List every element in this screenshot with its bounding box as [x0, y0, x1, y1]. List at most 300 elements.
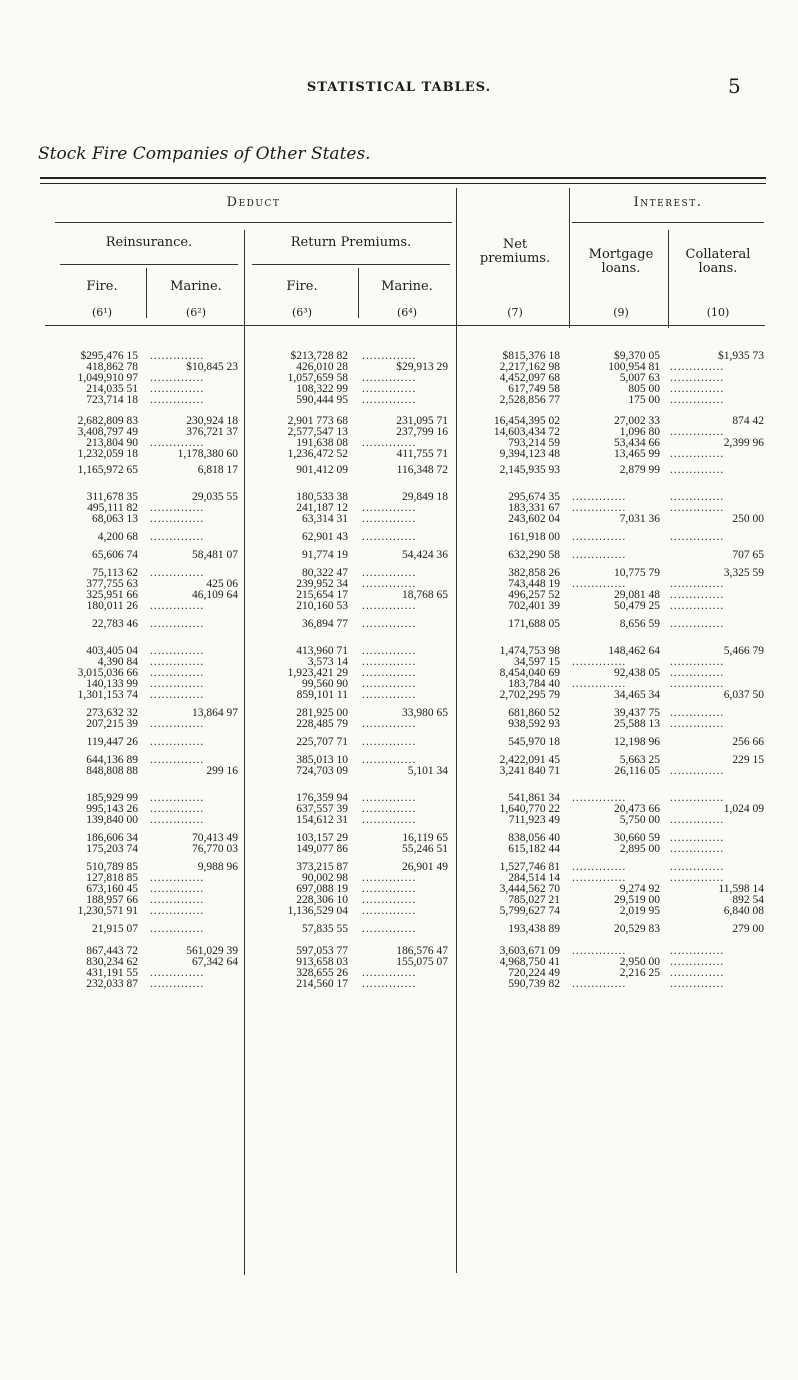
- table-cell: ..............: [670, 765, 725, 777]
- column-divider: [146, 268, 147, 318]
- table-cell: 2,950 00: [619, 956, 660, 968]
- table-cell: 149,077 86: [296, 843, 348, 855]
- table-cell: 644,136 89: [86, 754, 138, 766]
- table-cell: 33,980 65: [402, 707, 448, 719]
- table-cell: ..............: [362, 894, 417, 906]
- table-cell: ..............: [150, 883, 205, 895]
- table-row: [0, 394, 798, 406]
- table-cell: 2,528,856 77: [499, 394, 560, 406]
- table-cell: 901,412 09: [296, 464, 348, 476]
- table-cell: 29,081 48: [614, 589, 660, 601]
- table-cell: ..............: [362, 350, 417, 362]
- table-cell: ..............: [362, 667, 417, 679]
- table-cell: 116,348 72: [396, 464, 448, 476]
- table-cell: ..............: [362, 689, 417, 701]
- header-collateral-loans: Collateral loans.: [685, 247, 751, 276]
- table-cell: ..............: [150, 872, 205, 884]
- table-cell: 724,703 09: [296, 765, 348, 777]
- table-cell: 2,216 25: [619, 967, 660, 979]
- table-cell: 171,688 05: [508, 618, 560, 630]
- table-cell: 161,918 00: [508, 531, 560, 543]
- table-cell: ..............: [362, 792, 417, 804]
- table-cell: 1,236,472 52: [287, 448, 348, 460]
- table-cell: ..............: [572, 861, 627, 873]
- table-cell: 1,178,380 60: [177, 448, 238, 460]
- table-cell: $1,935 73: [718, 350, 764, 362]
- table-cell: $9,370 05: [614, 350, 660, 362]
- table-cell: 4,968,750 41: [499, 956, 560, 968]
- table-cell: 70,413 49: [192, 832, 238, 844]
- table-cell: 20,529 83: [614, 923, 660, 935]
- table-cell: ..............: [362, 645, 417, 657]
- table-cell: 411,755 71: [396, 448, 448, 460]
- table-row: [0, 689, 798, 701]
- table-cell: ..............: [572, 578, 627, 590]
- table-cell: 373,215 87: [296, 861, 348, 873]
- table-cell: 5,663 25: [619, 754, 660, 766]
- table-cell: 62,901 43: [302, 531, 348, 543]
- table-cell: 243,602 04: [508, 513, 560, 525]
- table-cell: 225,707 71: [296, 736, 348, 748]
- table-cell: ..............: [362, 905, 417, 917]
- table-cell: 913,658 03: [296, 956, 348, 968]
- table-cell: 14,603,434 72: [493, 426, 560, 438]
- table-cell: ..............: [670, 600, 725, 612]
- table-cell: 91,774 19: [302, 549, 348, 561]
- table-row: [0, 448, 798, 460]
- table-cell: 2,399 96: [723, 437, 764, 449]
- table-cell: ..............: [572, 656, 627, 668]
- table-cell: $213,728 82: [290, 350, 348, 362]
- table-cell: 22,783 46: [92, 618, 138, 630]
- table-cell: 65,606 74: [92, 549, 138, 561]
- table-cell: 723,714 18: [86, 394, 138, 406]
- table-row: [0, 600, 798, 612]
- table-cell: 229 15: [732, 754, 764, 766]
- table-cell: 1,165,972 65: [77, 464, 138, 476]
- table-cell: 2,879 99: [619, 464, 660, 476]
- table-cell: 3,241 840 71: [499, 765, 560, 777]
- table-cell: 103,157 29: [296, 832, 348, 844]
- table-cell: 250 00: [732, 513, 764, 525]
- table-cell: ..............: [150, 667, 205, 679]
- header-reinsurance-fire: Fire.: [86, 279, 118, 294]
- table-cell: 830,234 62: [86, 956, 138, 968]
- table-cell: 3,408,797 49: [77, 426, 138, 438]
- table-cell: 155,075 07: [396, 956, 448, 968]
- table-cell: 413,960 71: [296, 645, 348, 657]
- table-cell: 1,474,753 98: [499, 645, 560, 657]
- table-cell: 63,314 31: [302, 513, 348, 525]
- table-cell: 1,049,910 97: [77, 372, 138, 384]
- table-cell: ..............: [150, 437, 205, 449]
- table-cell: 4,452,097 68: [499, 372, 560, 384]
- table-cell: ..............: [670, 956, 725, 968]
- top-double-rule: [40, 177, 766, 184]
- table-cell: ..............: [362, 600, 417, 612]
- table-cell: 36,894 77: [302, 618, 348, 630]
- column-number: (9): [613, 306, 629, 319]
- table-cell: 273,632 32: [86, 707, 138, 719]
- table-cell: 311,678 35: [86, 491, 138, 503]
- table-cell: 403,405 04: [86, 645, 138, 657]
- table-cell: 241,187 12: [296, 502, 348, 514]
- table-cell: ..............: [670, 618, 725, 630]
- table-cell: 4,200 68: [97, 531, 138, 543]
- table-cell: 186,606 34: [86, 832, 138, 844]
- table-cell: 127,818 85: [86, 872, 138, 884]
- table-cell: 215,654 17: [296, 589, 348, 601]
- table-cell: ..............: [670, 656, 725, 668]
- table-cell: 228,485 79: [296, 718, 348, 730]
- table-cell: 53,434 66: [614, 437, 660, 449]
- table-cell: 11,598 14: [718, 883, 764, 895]
- table-cell: 108,322 99: [296, 383, 348, 395]
- table-row: [0, 549, 798, 561]
- table-cell: 29,035 55: [192, 491, 238, 503]
- table-cell: ..............: [670, 978, 725, 990]
- table-cell: 382,858 26: [508, 567, 560, 579]
- table-cell: 175,203 74: [86, 843, 138, 855]
- table-row: [0, 618, 798, 630]
- table-cell: 711,923 49: [508, 814, 560, 826]
- table-cell: ..............: [670, 578, 725, 590]
- table-cell: 75,113 62: [92, 567, 138, 579]
- table-cell: 2,217,162 98: [499, 361, 560, 373]
- table-cell: $295,476 15: [80, 350, 138, 362]
- table-cell: 231,095 71: [396, 415, 448, 427]
- table-cell: ..............: [670, 667, 725, 679]
- table-cell: 2,895 00: [619, 843, 660, 855]
- table-cell: 213,804 90: [86, 437, 138, 449]
- table-cell: ..............: [362, 923, 417, 935]
- table-cell: 68,063 13: [92, 513, 138, 525]
- table-cell: ..............: [670, 531, 725, 543]
- table-cell: 838,056 40: [508, 832, 560, 844]
- table-cell: 139,840 00: [86, 814, 138, 826]
- table-cell: 328,655 26: [296, 967, 348, 979]
- table-cell: ..............: [362, 978, 417, 990]
- table-cell: 284,514 14: [508, 872, 560, 884]
- table-cell: 8,656 59: [619, 618, 660, 630]
- table-cell: ..............: [670, 383, 725, 395]
- table-cell: 1,230,571 91: [77, 905, 138, 917]
- table-cell: 16,454,395 02: [493, 415, 560, 427]
- table-cell: 180,533 38: [296, 491, 348, 503]
- table-cell: $10,845 23: [186, 361, 238, 373]
- table-cell: ..............: [572, 549, 627, 561]
- header-return-premiums: Return Premiums.: [290, 235, 412, 250]
- table-cell: 214,560 17: [296, 978, 348, 990]
- column-number: (6¹): [92, 306, 112, 319]
- table-cell: ..............: [150, 383, 205, 395]
- table-cell: ..............: [150, 513, 205, 525]
- table-cell: 5,007 63: [619, 372, 660, 384]
- table-cell: 186,576 47: [396, 945, 448, 957]
- reinsurance-underline: [60, 264, 238, 265]
- table-cell: 793,214 59: [508, 437, 560, 449]
- table-cell: 1,923,421 29: [287, 667, 348, 679]
- table-cell: ..............: [362, 437, 417, 449]
- table-cell: ..............: [670, 502, 725, 514]
- table-cell: 185,929 99: [86, 792, 138, 804]
- table-cell: 3,603,671 09: [499, 945, 560, 957]
- table-cell: 425 06: [206, 578, 238, 590]
- table-cell: ..............: [670, 792, 725, 804]
- table-cell: 2,901 773 68: [287, 415, 348, 427]
- table-cell: 707 65: [732, 549, 764, 561]
- table-cell: ..............: [670, 589, 725, 601]
- column-divider: [358, 268, 359, 318]
- table-cell: ..............: [150, 792, 205, 804]
- table-cell: 20,473 66: [614, 803, 660, 815]
- table-cell: 230,924 18: [186, 415, 238, 427]
- table-cell: 193,438 89: [508, 923, 560, 935]
- table-cell: 228,306 10: [296, 894, 348, 906]
- table-cell: ..............: [362, 513, 417, 525]
- table-cell: 1,640,770 22: [499, 803, 560, 815]
- table-cell: 232,033 87: [86, 978, 138, 990]
- table-cell: 299 16: [206, 765, 238, 777]
- table-cell: 58,481 07: [192, 549, 238, 561]
- table-cell: ..............: [150, 978, 205, 990]
- table-cell: ..............: [670, 718, 725, 730]
- table-cell: 495,111 82: [87, 502, 138, 514]
- table-cell: 188,957 66: [86, 894, 138, 906]
- table-cell: 214,035 51: [86, 383, 138, 395]
- table-cell: 590,444 95: [296, 394, 348, 406]
- table-cell: 859,101 11: [296, 689, 348, 701]
- table-cell: 681,860 52: [508, 707, 560, 719]
- table-cell: 54,424 36: [402, 549, 448, 561]
- table-row: [0, 923, 798, 935]
- table-cell: ..............: [362, 383, 417, 395]
- table-cell: 6,037 50: [723, 689, 764, 701]
- table-cell: 34,465 34: [614, 689, 660, 701]
- table-cell: 50,479 25: [614, 600, 660, 612]
- table-cell: ..............: [670, 832, 725, 844]
- table-cell: 2,702,295 79: [499, 689, 560, 701]
- table-cell: 1,232,059 18: [77, 448, 138, 460]
- table-cell: 180,011 26: [86, 600, 138, 612]
- table-cell: 34,597 15: [514, 656, 560, 668]
- table-cell: ..............: [572, 531, 627, 543]
- table-row: [0, 905, 798, 917]
- table-cell: ..............: [150, 967, 205, 979]
- table-cell: 176,359 94: [296, 792, 348, 804]
- table-cell: 2,145,935 93: [499, 464, 560, 476]
- table-cell: 80,322 47: [302, 567, 348, 579]
- table-cell: 2,682,809 83: [77, 415, 138, 427]
- table-cell: ..............: [362, 567, 417, 579]
- table-cell: 496,257 52: [508, 589, 560, 601]
- table-cell: ..............: [362, 718, 417, 730]
- header-net-premiums: Net premiums.: [479, 237, 551, 266]
- table-cell: 148,462 64: [608, 645, 660, 657]
- table-cell: ..............: [362, 883, 417, 895]
- table-row: [0, 843, 798, 855]
- table-cell: ..............: [150, 923, 205, 935]
- table-cell: 3,444,562 70: [499, 883, 560, 895]
- table-cell: ..............: [150, 678, 205, 690]
- header-mortgage-loans: Mortgage loans.: [588, 247, 654, 276]
- table-cell: 632,290 58: [508, 549, 560, 561]
- table-cell: 325,951 66: [86, 589, 138, 601]
- table-cell: ..............: [362, 814, 417, 826]
- column-number: (10): [706, 306, 730, 319]
- table-cell: 2,019 95: [619, 905, 660, 917]
- table-cell: ..............: [670, 678, 725, 690]
- table-cell: ..............: [150, 754, 205, 766]
- header-bottom-rule: [45, 325, 765, 326]
- table-cell: 140,133 99: [86, 678, 138, 690]
- table-cell: ..............: [670, 945, 725, 957]
- table-cell: ..............: [572, 502, 627, 514]
- table-cell: 5,799,627 74: [499, 905, 560, 917]
- table-cell: 995,143 26: [86, 803, 138, 815]
- table-cell: ..............: [572, 945, 627, 957]
- table-cell: 9,274 92: [619, 883, 660, 895]
- table-cell: ..............: [150, 803, 205, 815]
- table-cell: ..............: [150, 656, 205, 668]
- table-cell: ..............: [362, 736, 417, 748]
- table-row: [0, 736, 798, 748]
- table-cell: ..............: [150, 905, 205, 917]
- table-cell: ..............: [150, 645, 205, 657]
- table-cell: $815,376 18: [502, 350, 560, 362]
- table-cell: 13,864 97: [192, 707, 238, 719]
- table-cell: 92,438 05: [614, 667, 660, 679]
- table-cell: 175 00: [628, 394, 660, 406]
- table-cell: ..............: [362, 754, 417, 766]
- table-cell: 867,443 72: [86, 945, 138, 957]
- column-divider: [668, 230, 669, 328]
- table-cell: 100,954 81: [608, 361, 660, 373]
- table-cell: 720,224 49: [508, 967, 560, 979]
- table-cell: 76,770 03: [192, 843, 238, 855]
- table-cell: 119,447 26: [86, 736, 138, 748]
- table-cell: 1,301,153 74: [77, 689, 138, 701]
- interest-underline: [572, 222, 764, 223]
- table-cell: 848,808 88: [86, 765, 138, 777]
- table-cell: 617,749 58: [508, 383, 560, 395]
- table-cell: ..............: [362, 872, 417, 884]
- page-number: 5: [728, 74, 741, 98]
- table-cell: 67,342 64: [192, 956, 238, 968]
- table-cell: 743,448 19: [508, 578, 560, 590]
- table-cell: 545,970 18: [508, 736, 560, 748]
- table-cell: 2,577,547 13: [287, 426, 348, 438]
- table-cell: ..............: [362, 502, 417, 514]
- header-reinsurance-marine: Marine.: [170, 279, 222, 294]
- table-cell: 191,638 08: [296, 437, 348, 449]
- table-cell: ..............: [362, 967, 417, 979]
- table-cell: 5,466 79: [723, 645, 764, 657]
- table-cell: 5,101 34: [407, 765, 448, 777]
- table-cell: ..............: [572, 792, 627, 804]
- table-cell: 26,116 05: [614, 765, 660, 777]
- table-cell: 597,053 77: [296, 945, 348, 957]
- table-cell: ..............: [150, 531, 205, 543]
- table-row: [0, 718, 798, 730]
- table-cell: 697,088 19: [296, 883, 348, 895]
- table-cell: 16,119 65: [402, 832, 448, 844]
- column-number: (6⁴): [397, 306, 417, 319]
- table-cell: ..............: [362, 678, 417, 690]
- table-cell: 385,013 10: [296, 754, 348, 766]
- table-cell: 281,925 00: [296, 707, 348, 719]
- table-cell: 376,721 37: [186, 426, 238, 438]
- table-cell: ..............: [670, 426, 725, 438]
- table-cell: ..............: [362, 803, 417, 815]
- table-cell: 637,557 39: [296, 803, 348, 815]
- return-premiums-underline: [252, 264, 450, 265]
- table-cell: 590,739 82: [508, 978, 560, 990]
- table-cell: 46,109 64: [192, 589, 238, 601]
- table-cell: 239,952 34: [296, 578, 348, 590]
- table-cell: 702,401 39: [508, 600, 560, 612]
- header-interest: Interest.: [633, 195, 703, 210]
- table-cell: ..............: [670, 872, 725, 884]
- table-cell: 6,818 17: [197, 464, 238, 476]
- table-cell: 13,465 99: [614, 448, 660, 460]
- table-cell: 210,160 53: [296, 600, 348, 612]
- table-cell: ..............: [670, 843, 725, 855]
- table-cell: 183,784 40: [508, 678, 560, 690]
- table-cell: 237,799 16: [396, 426, 448, 438]
- table-cell: ..............: [670, 361, 725, 373]
- header-deduct: Deduct: [226, 195, 281, 210]
- table-row: [0, 464, 798, 476]
- table-cell: 1,057,659 58: [287, 372, 348, 384]
- table-cell: 418,862 78: [86, 361, 138, 373]
- table-cell: 10,775 79: [614, 567, 660, 579]
- table-cell: 183,331 67: [508, 502, 560, 514]
- header-return-marine: Marine.: [381, 279, 433, 294]
- table-cell: ..............: [670, 372, 725, 384]
- table-cell: 541,861 34: [508, 792, 560, 804]
- table-cell: ..............: [670, 814, 725, 826]
- header-reinsurance: Reinsurance.: [105, 235, 193, 250]
- table-cell: ..............: [572, 678, 627, 690]
- table-cell: ..............: [150, 618, 205, 630]
- table-row: [0, 814, 798, 826]
- table-cell: 7,031 36: [619, 513, 660, 525]
- table-cell: 207,215 39: [86, 718, 138, 730]
- table-cell: 892 54: [732, 894, 764, 906]
- table-cell: ..............: [670, 707, 725, 719]
- table-cell: 29,849 18: [402, 491, 448, 503]
- table-cell: 1,136,529 04: [287, 905, 348, 917]
- table-cell: 6,840 08: [723, 905, 764, 917]
- table-cell: 55,246 51: [402, 843, 448, 855]
- table-cell: ..............: [670, 491, 725, 503]
- table-cell: 561,029 39: [186, 945, 238, 957]
- table-cell: $29,913 29: [396, 361, 448, 373]
- table-cell: ..............: [572, 978, 627, 990]
- table-cell: 3,573 14: [307, 656, 348, 668]
- table-cell: ..............: [362, 578, 417, 590]
- table-subtitle: Stock Fire Companies of Other States.: [38, 144, 371, 164]
- table-cell: 90,002 98: [302, 872, 348, 884]
- table-cell: 9,394,123 48: [499, 448, 560, 460]
- table-cell: 18,768 65: [402, 589, 448, 601]
- table-cell: ..............: [572, 491, 627, 503]
- column-number: (6³): [292, 306, 312, 319]
- table-cell: ..............: [150, 372, 205, 384]
- table-cell: 673,160 45: [86, 883, 138, 895]
- table-cell: 426,010 28: [296, 361, 348, 373]
